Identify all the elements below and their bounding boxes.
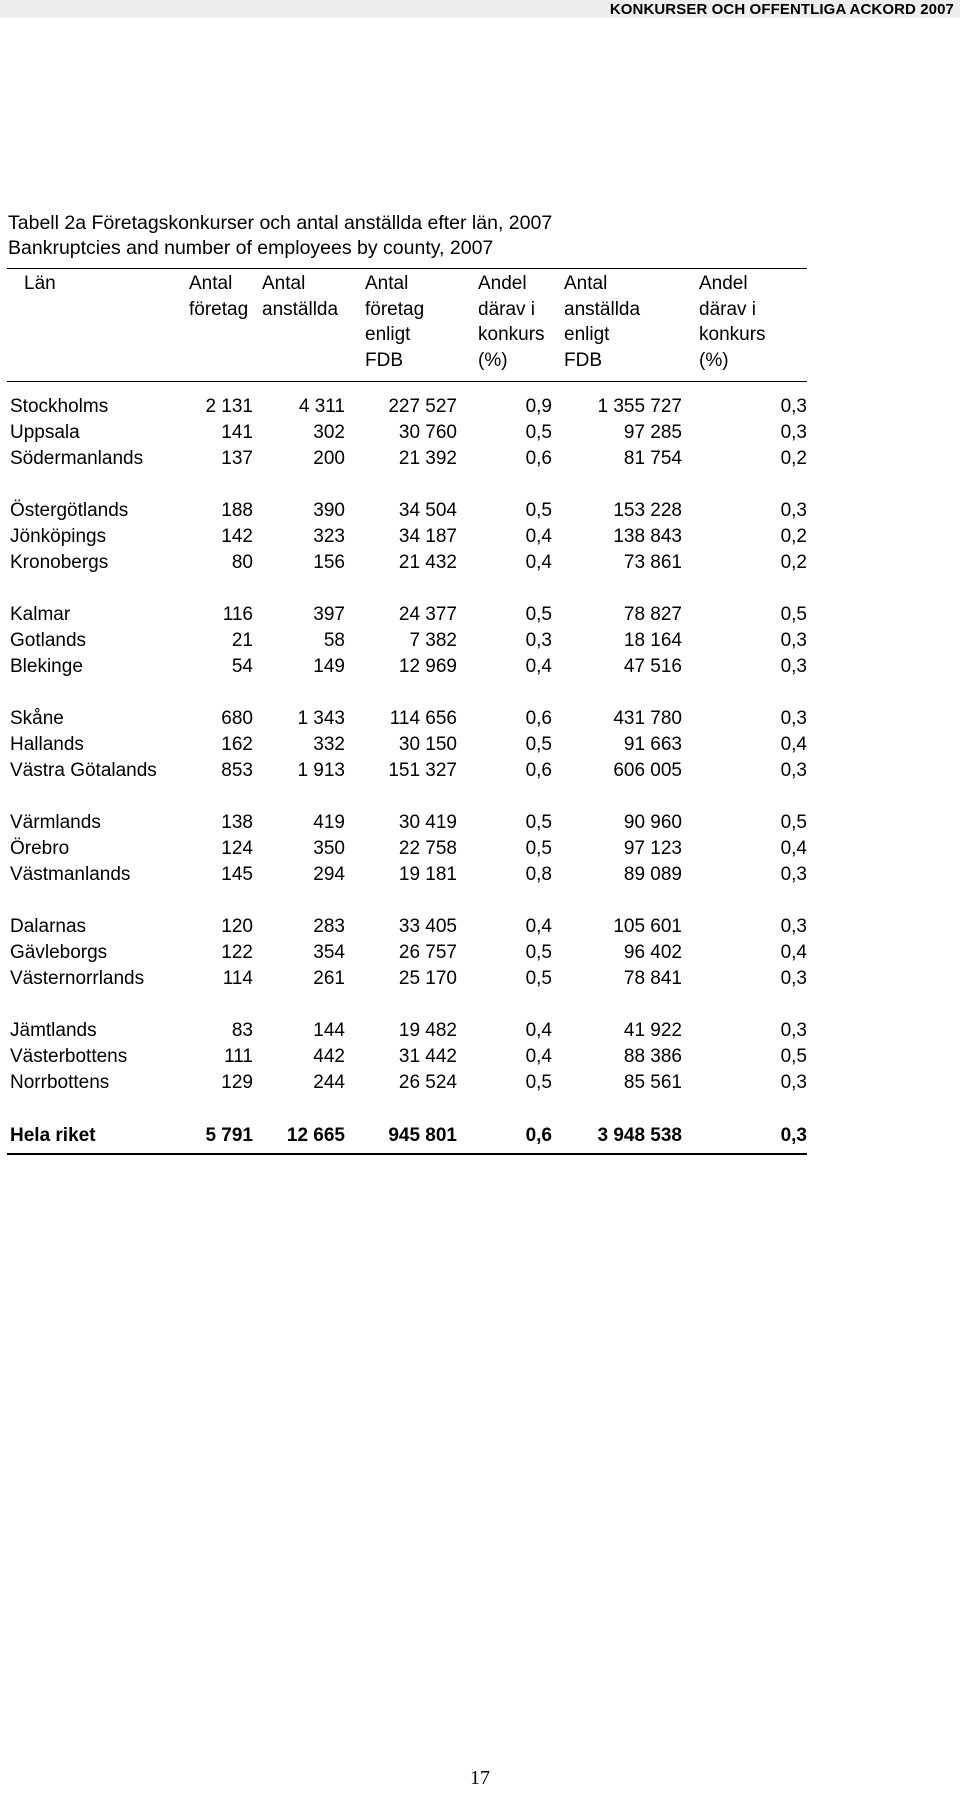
county-name-cell: Östergötlands xyxy=(10,500,129,521)
spacer-cell xyxy=(7,680,807,706)
value-cell: 12 969 xyxy=(398,656,457,677)
value-cell: 33 405 xyxy=(398,916,457,937)
value-cell: 188 xyxy=(221,500,253,521)
value-cell: 141 xyxy=(221,422,253,443)
value-cell: 0,5 xyxy=(525,812,552,833)
value-cell: 0,5 xyxy=(525,604,552,625)
value-cell: 354 xyxy=(313,942,345,963)
value-cell: 21 xyxy=(231,630,253,651)
value-cell: 302 xyxy=(313,422,345,443)
value-cell: 21 392 xyxy=(398,448,457,469)
value-cell: 0,8 xyxy=(525,864,552,885)
value-cell: 54 xyxy=(231,656,253,677)
value-cell: 114 xyxy=(222,968,253,989)
value-cell: 0,5 xyxy=(780,1046,807,1067)
value-cell: 4 311 xyxy=(298,396,345,417)
value-cell: 151 327 xyxy=(388,760,457,781)
value-cell: 142 xyxy=(221,526,253,547)
column-header-line: företag xyxy=(189,298,249,320)
value-cell: 350 xyxy=(313,838,345,859)
county-name-cell: Stockholms xyxy=(10,396,109,417)
table-body xyxy=(7,382,807,1155)
county-name-cell: Hallands xyxy=(10,734,84,755)
column-header-line: konkurs xyxy=(478,324,545,345)
table-row xyxy=(7,810,807,836)
value-cell: 397 xyxy=(313,604,345,625)
column-header xyxy=(682,269,807,382)
value-cell: 144 xyxy=(313,1020,345,1041)
group-spacer xyxy=(7,992,807,1018)
value-cell: 945 801 xyxy=(345,1122,457,1154)
value-cell: 0,3 xyxy=(780,1020,807,1041)
value-cell: 0,4 xyxy=(525,1046,552,1067)
value-cell: 0,3 xyxy=(780,422,807,443)
value-cell: 0,3 xyxy=(780,864,807,885)
value-cell: 21 432 xyxy=(398,552,457,573)
value-cell: 34 187 xyxy=(398,526,457,547)
county-name-cell: Västernorrlands xyxy=(10,968,145,989)
value-cell: 129 xyxy=(221,1072,253,1093)
column-header-line: FDB xyxy=(564,349,602,371)
value-cell: 138 xyxy=(221,812,253,833)
value-cell: 156 xyxy=(313,552,345,573)
value-cell: 149 xyxy=(313,656,345,677)
value-cell: 0,4 xyxy=(780,838,807,859)
value-cell: 114 656 xyxy=(389,708,457,729)
value-cell: 89 089 xyxy=(623,864,682,885)
value-cell: 137 xyxy=(221,448,253,469)
running-header xyxy=(0,0,960,18)
value-cell: 0,4 xyxy=(780,942,807,963)
column-header-line: företag xyxy=(365,298,425,320)
table-row xyxy=(7,628,807,654)
value-cell: 227 527 xyxy=(388,396,457,417)
table-caption-english: Bankruptcies and number of employees by county, 2007 xyxy=(8,237,494,259)
value-cell: 0,4 xyxy=(525,526,552,547)
group-spacer xyxy=(7,1096,807,1122)
value-cell: 0,3 xyxy=(780,1072,807,1093)
value-cell: 0,3 xyxy=(780,968,807,989)
value-cell: 7 382 xyxy=(409,630,457,651)
value-cell: 0,6 xyxy=(457,1122,552,1154)
column-header xyxy=(552,269,682,382)
column-header-line: Andel xyxy=(478,273,527,294)
county-name-cell: Gotlands xyxy=(10,630,87,651)
spacer-cell xyxy=(7,992,807,1018)
spacer-cell xyxy=(7,784,807,810)
value-cell: 145 xyxy=(221,864,253,885)
value-cell: 0,2 xyxy=(780,526,807,547)
value-cell: 0,3 xyxy=(780,708,807,729)
table-caption-swedish: Tabell 2a Företagskonkurser och antal anställda efter län, 2007 xyxy=(8,212,553,234)
value-cell: 91 663 xyxy=(623,734,682,755)
value-cell: 34 504 xyxy=(398,500,457,521)
column-header-line: Län xyxy=(24,273,56,294)
group-spacer xyxy=(7,576,807,602)
value-cell: 78 841 xyxy=(623,968,682,989)
column-header-line: därav i xyxy=(478,298,536,320)
county-name-cell: Skåne xyxy=(10,708,64,729)
bankruptcy-table xyxy=(7,268,807,1155)
column-header-line: anställda xyxy=(262,298,339,320)
value-cell: 25 170 xyxy=(398,968,457,989)
value-cell: 0,3 xyxy=(780,760,807,781)
value-cell: 5 791 xyxy=(167,1122,253,1154)
column-header xyxy=(345,269,457,382)
table-row xyxy=(7,1070,807,1096)
value-cell: 0,4 xyxy=(525,1020,552,1041)
value-cell: 1 913 xyxy=(297,760,345,781)
value-cell: 31 442 xyxy=(398,1046,457,1067)
value-cell: 0,3 xyxy=(682,1122,807,1154)
value-cell: 431 780 xyxy=(613,708,682,729)
value-cell: 26 757 xyxy=(398,942,457,963)
group-spacer xyxy=(7,472,807,498)
page-number: 17 xyxy=(470,1767,490,1789)
column-header-line: Andel xyxy=(699,273,748,294)
value-cell: 19 482 xyxy=(398,1020,457,1041)
value-cell: 0,5 xyxy=(525,734,552,755)
county-name-cell: Gävleborgs xyxy=(10,942,108,963)
value-cell: 120 xyxy=(221,916,253,937)
value-cell: 97 285 xyxy=(623,422,682,443)
table-row xyxy=(7,602,807,628)
total-row xyxy=(7,1122,807,1154)
county-name-cell: Norrbottens xyxy=(10,1072,110,1093)
county-name-cell: Uppsala xyxy=(10,422,80,443)
value-cell: 0,3 xyxy=(780,630,807,651)
value-cell: 81 754 xyxy=(623,448,682,469)
value-cell: 0,4 xyxy=(525,552,552,573)
value-cell: 138 843 xyxy=(613,526,682,547)
value-cell: 96 402 xyxy=(623,942,682,963)
column-header xyxy=(167,269,253,382)
value-cell: 294 xyxy=(313,864,345,885)
table-row xyxy=(7,446,807,472)
county-name-cell: Hela riket xyxy=(7,1122,167,1154)
value-cell: 853 xyxy=(221,760,253,781)
value-cell: 0,6 xyxy=(525,448,552,469)
spacer-cell xyxy=(7,576,807,602)
value-cell: 0,5 xyxy=(780,604,807,625)
value-cell: 30 419 xyxy=(398,812,457,833)
column-header-line: Antal xyxy=(564,273,608,294)
table-row xyxy=(7,940,807,966)
value-cell: 58 xyxy=(323,630,345,651)
value-cell: 0,3 xyxy=(525,630,552,651)
column-header-line: FDB xyxy=(365,349,403,371)
value-cell: 0,5 xyxy=(525,838,552,859)
table-row xyxy=(7,706,807,732)
value-cell: 124 xyxy=(221,838,253,859)
value-cell: 83 xyxy=(231,1020,253,1041)
column-header xyxy=(457,269,552,382)
table-row xyxy=(7,914,807,940)
value-cell: 0,3 xyxy=(780,916,807,937)
value-cell: 19 181 xyxy=(398,864,457,885)
value-cell: 0,4 xyxy=(780,734,807,755)
county-name-cell: Värmlands xyxy=(10,812,101,833)
column-header-line: därav i xyxy=(699,298,757,320)
column-header-line: Antal xyxy=(262,273,306,294)
value-cell: 261 xyxy=(313,968,345,989)
value-cell: 47 516 xyxy=(623,656,682,677)
county-name-cell: Dalarnas xyxy=(10,916,87,937)
value-cell: 22 758 xyxy=(398,838,457,859)
county-name-cell: Jönköpings xyxy=(10,526,107,547)
table-row xyxy=(7,836,807,862)
table-row xyxy=(7,654,807,680)
value-cell: 80 xyxy=(231,552,253,573)
value-cell: 323 xyxy=(313,526,345,547)
county-name-cell: Västerbottens xyxy=(10,1046,128,1067)
value-cell: 97 123 xyxy=(623,838,682,859)
value-cell: 419 xyxy=(313,812,345,833)
value-cell: 283 xyxy=(313,916,345,937)
spacer-cell xyxy=(7,888,807,914)
value-cell: 1 343 xyxy=(297,708,345,729)
column-header-line: enligt xyxy=(365,324,411,345)
value-cell: 78 827 xyxy=(623,604,682,625)
county-name-cell: Södermanlands xyxy=(10,448,144,469)
value-cell: 0,6 xyxy=(525,760,552,781)
spacer-cell xyxy=(7,1096,807,1122)
table-row xyxy=(7,732,807,758)
column-header-line: (%) xyxy=(699,349,729,371)
column-header-line: (%) xyxy=(478,349,508,371)
value-cell: 1 355 727 xyxy=(597,396,682,417)
value-cell: 390 xyxy=(313,500,345,521)
value-cell: 0,5 xyxy=(780,812,807,833)
column-header-line: enligt xyxy=(564,324,610,345)
value-cell: 153 228 xyxy=(613,500,682,521)
value-cell: 0,9 xyxy=(525,396,552,417)
table-row xyxy=(7,1018,807,1044)
value-cell: 0,5 xyxy=(525,1072,552,1093)
group-spacer xyxy=(7,680,807,706)
value-cell: 0,5 xyxy=(525,968,552,989)
value-cell: 244 xyxy=(313,1072,345,1093)
table-row xyxy=(7,966,807,992)
value-cell: 73 861 xyxy=(623,552,682,573)
county-name-cell: Blekinge xyxy=(10,656,83,677)
value-cell: 0,2 xyxy=(780,552,807,573)
table-row xyxy=(7,862,807,888)
column-header-line: anställda xyxy=(564,298,641,320)
county-name-cell: Kronobergs xyxy=(10,552,109,573)
table-row xyxy=(7,524,807,550)
value-cell: 105 601 xyxy=(613,916,682,937)
county-name-cell: Jämtlands xyxy=(10,1020,97,1041)
value-cell: 111 xyxy=(224,1046,253,1067)
value-cell: 0,5 xyxy=(525,422,552,443)
value-cell: 200 xyxy=(313,448,345,469)
value-cell: 0,4 xyxy=(525,916,552,937)
value-cell: 12 665 xyxy=(253,1122,345,1154)
value-cell: 0,2 xyxy=(780,448,807,469)
value-cell: 0,5 xyxy=(525,500,552,521)
table-row xyxy=(7,420,807,446)
column-header xyxy=(253,269,345,382)
column-header-line: Antal xyxy=(365,273,409,294)
column-header-line: konkurs xyxy=(699,324,766,345)
table-header-row xyxy=(7,269,807,382)
value-cell: 116 xyxy=(222,604,253,625)
value-cell: 3 948 538 xyxy=(552,1122,682,1154)
value-cell: 0,4 xyxy=(525,656,552,677)
value-cell: 24 377 xyxy=(398,604,457,625)
value-cell: 90 960 xyxy=(623,812,682,833)
value-cell: 606 005 xyxy=(613,760,682,781)
column-header xyxy=(7,269,167,382)
county-name-cell: Västra Götalands xyxy=(10,760,157,781)
value-cell: 26 524 xyxy=(398,1072,457,1093)
value-cell: 332 xyxy=(313,734,345,755)
value-cell: 442 xyxy=(313,1046,345,1067)
group-spacer xyxy=(7,784,807,810)
value-cell: 30 150 xyxy=(398,734,457,755)
column-header-line: Antal xyxy=(189,273,233,294)
table-row xyxy=(7,382,807,421)
value-cell: 85 561 xyxy=(623,1072,682,1093)
value-cell: 2 131 xyxy=(205,396,253,417)
county-name-cell: Kalmar xyxy=(10,604,71,625)
value-cell: 0,3 xyxy=(780,396,807,417)
value-cell: 162 xyxy=(221,734,253,755)
value-cell: 680 xyxy=(221,708,253,729)
table-row xyxy=(7,498,807,524)
value-cell: 88 386 xyxy=(623,1046,682,1067)
value-cell: 122 xyxy=(221,942,253,963)
value-cell: 41 922 xyxy=(623,1020,682,1041)
spacer-cell xyxy=(7,472,807,498)
table-row xyxy=(7,758,807,784)
table-row xyxy=(7,1044,807,1070)
value-cell: 0,3 xyxy=(780,656,807,677)
running-header-title: KONKURSER OCH OFFENTLIGA ACKORD 2007 xyxy=(609,1,954,18)
value-cell: 30 760 xyxy=(398,422,457,443)
value-cell: 18 164 xyxy=(623,630,682,651)
group-spacer xyxy=(7,888,807,914)
value-cell: 0,5 xyxy=(525,942,552,963)
county-name-cell: Örebro xyxy=(10,838,70,859)
value-cell: 0,6 xyxy=(525,708,552,729)
table-row xyxy=(7,550,807,576)
value-cell: 0,3 xyxy=(780,500,807,521)
county-name-cell: Västmanlands xyxy=(10,864,131,885)
